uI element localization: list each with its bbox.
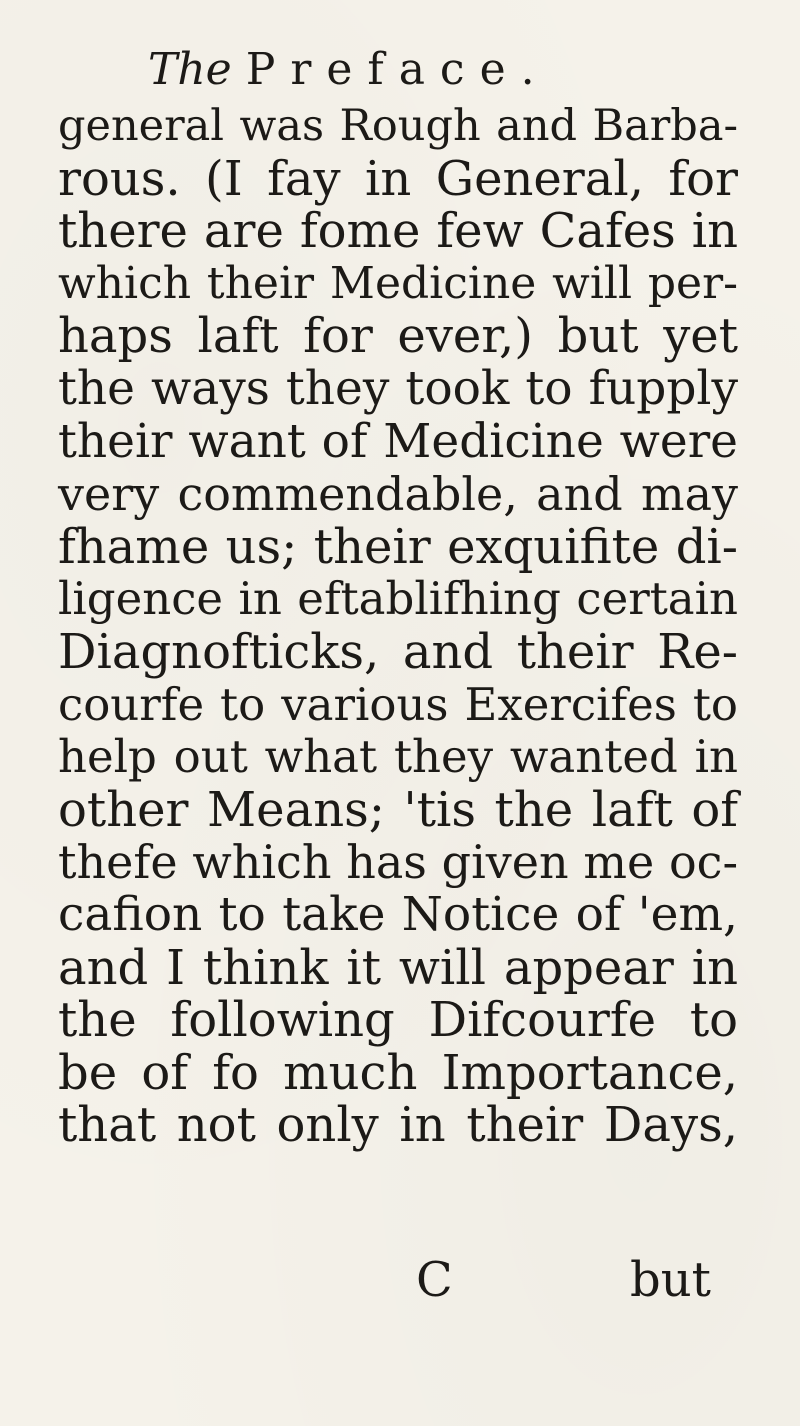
- text-line: thefe which has given me oc-: [58, 835, 738, 890]
- text-line: Diagnofticks, and their Re-: [58, 623, 738, 680]
- text-line: cafion to take Notice of 'em,: [58, 886, 738, 942]
- text-line: that not only in their Days,: [58, 1097, 738, 1154]
- text-line: be of fo much Importance,: [58, 1044, 738, 1101]
- signature-mark: C: [416, 1252, 453, 1308]
- text-line: general was Rough and Barba-: [58, 101, 738, 151]
- text-line: rous. (I fay in General, for: [58, 150, 738, 207]
- text-line: and I think it will appear in: [58, 939, 738, 996]
- text-line: the following Difcourfe to: [58, 992, 738, 1049]
- text-line: ligence in eftablifhing certain: [58, 572, 738, 626]
- page-footer: [0, 1254, 800, 1306]
- running-head-italic: The: [148, 44, 232, 95]
- text-line: there are fome few Cafes in: [58, 203, 738, 260]
- text-line: very commendable, and may: [58, 467, 738, 522]
- running-head-title: Preface.: [245, 44, 550, 95]
- text-line: help out what they wanted in: [58, 730, 738, 784]
- text-line: other Means; 'tis the laft of: [58, 781, 738, 838]
- text-line: courfe to various Exercifes to: [58, 677, 738, 731]
- catchword: but: [630, 1252, 711, 1308]
- text-line: fhame us; their exquifite di-: [58, 518, 738, 575]
- text-line: the ways they took to fupply: [58, 360, 738, 416]
- text-line: which their Medicine will per-: [58, 257, 738, 309]
- body-text: [58, 100, 738, 1152]
- running-head: [148, 40, 708, 100]
- text-line: haps laft for ever,) but yet: [58, 308, 738, 365]
- text-line: their want of Medicine were: [58, 413, 738, 469]
